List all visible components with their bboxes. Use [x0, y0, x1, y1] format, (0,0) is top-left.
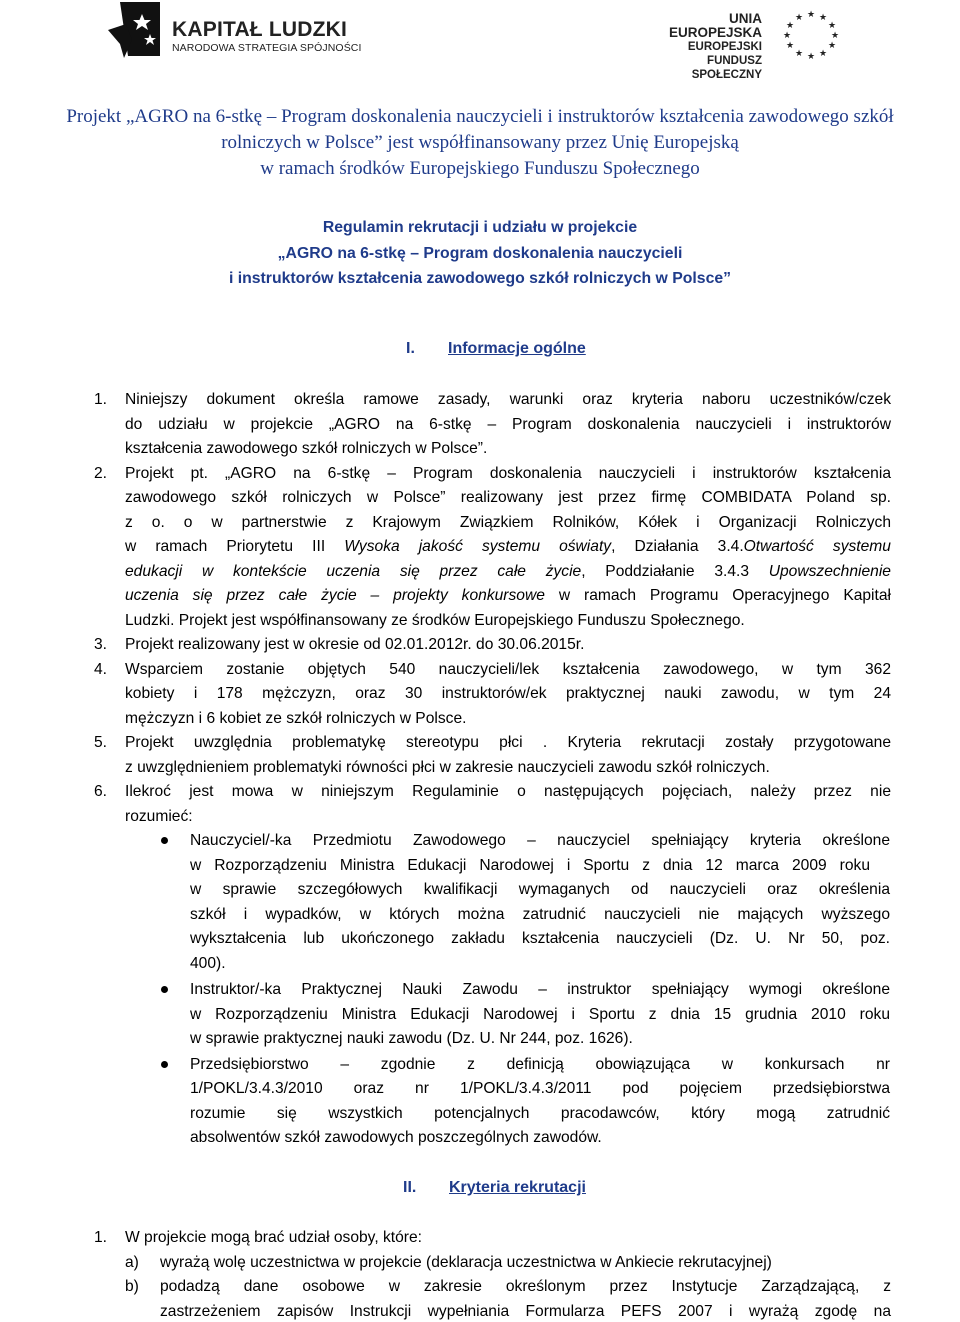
bullet-line: szkół i wypadków, w których można zatrudnić nauczycieli nie mających wyższego: [190, 906, 890, 923]
svg-text:★: ★: [827, 21, 837, 31]
paragraph-line: Projekt pt. „AGRO na 6-stkę – Program doskonalenia nauczycieli i instruktorów kształcenia: [125, 465, 891, 482]
paragraph-line: wyrażą wolę uczestnictwa w projekcie (deklaracja uczestnictwa w Ankiecie rekrutacyjnej): [160, 1254, 772, 1271]
text-span: , Poddziałanie 3.4.3: [581, 563, 769, 580]
paragraph-line: mężczyzn i 6 kobiet ze szkół rolniczych w Polsce.: [125, 710, 467, 727]
paragraph-line: [125, 584, 891, 609]
paragraph-line: Niniejszy dokument określa ramowe zasady, warunki oraz kryteria naboru uczestników/czek: [125, 391, 891, 408]
kapital-ludzki-emblem-icon: [106, 0, 168, 62]
item-number: 4.: [94, 661, 108, 678]
item-letter: a): [125, 1254, 139, 1271]
paragraph-line: kobiety i 178 mężczyzn, oraz 30 instruktorów/ek praktycznej nauki zawodu, w tym 24: [125, 685, 891, 702]
bullet-line: Instruktor/-ka Praktycznej Nauki Zawodu – instruktor spełniający wymogi określone: [190, 981, 890, 998]
section-number: I.: [406, 340, 415, 357]
eu-logo-text: [640, 12, 762, 82]
bullet-line: 400).: [190, 955, 226, 972]
paragraph-line: rozumieć:: [125, 808, 193, 825]
bullet-line: rozumie się wszystkich potencjalnych pracodawców, który mogą zatrudnić: [190, 1105, 890, 1122]
paragraph-line: podadzą dane osobowe w zakresie określonym przez Instytucje Zarządzającą, z: [160, 1278, 891, 1295]
text-span: , Działania 3.4.: [611, 538, 744, 555]
item-letter: b): [125, 1278, 139, 1295]
italic-text: Otwartość systemu: [743, 538, 891, 555]
paragraph-line: Wsparciem zostanie objętych 540 nauczycieli/lek kształcenia zawodowego, w tym 362: [125, 661, 891, 678]
svg-text:★: ★: [782, 31, 792, 41]
bullet-line: Nauczyciel/-ka Przedmiotu Zawodowego – nauczyciel spełniający kryteria określone: [190, 832, 890, 849]
kapital-ludzki-logo: [106, 0, 366, 64]
bullet-line: 1/POKL/3.4.3/2010 oraz nr 1/POKL/3.4.3/2011 pod pojęciem przedsiębiorstwa: [190, 1080, 890, 1097]
logo-title: KAPITAŁ LUDZKI: [172, 18, 348, 41]
item-number: 6.: [94, 783, 108, 800]
svg-text:★: ★: [806, 10, 816, 20]
italic-text: Upowszechnienie: [768, 563, 891, 580]
intro-line: w ramach środków Europejskiego Funduszu Społecznego: [260, 158, 700, 179]
eu-logo-line2: EUROPEJSKI: [687, 41, 762, 53]
italic-text: Wysoka jakość systemu oświaty: [344, 538, 612, 555]
svg-text:★: ★: [794, 13, 804, 23]
paragraph-line: Projekt realizowany jest w okresie od 02.01.2012r. do 30.06.2015r.: [125, 636, 585, 653]
paragraph-line: [125, 535, 891, 560]
regulation-title: [0, 215, 960, 292]
bullet-line: wykształcenia lub ukończonego zakładu kształcenia nauczycieli (Dz. U. Nr 50, poz.: [190, 930, 890, 947]
paragraph-line: [125, 560, 891, 585]
eu-logo-line3: FUNDUSZ SPOŁECZNY: [691, 55, 762, 81]
bullet-line: Przedsiębiorstwo – zgodnie z definicją obowiązująca w konkursach nr: [190, 1056, 890, 1073]
bullet-line: w sprawie szczegółowych kwalifikacji wymaganych od nauczycieli oraz określenia: [190, 881, 890, 898]
svg-text:★: ★: [785, 41, 795, 51]
paragraph-line: zastrzeżeniem zapisów Instrukcji wypełniania Formularza PEFS 2007 i wyrażą zgodę na: [160, 1303, 891, 1320]
regulation-title-line: Regulamin rekrutacji i udziału w projekcie: [322, 219, 638, 236]
italic-text: edukacji w kontekście uczenia się przez całe życie: [125, 563, 582, 580]
bullet-line: w Rozporządzeniu Ministra Edukacji Narodowej i Sportu z dnia 12 marca 2009 roku: [190, 857, 870, 874]
item-number: 1.: [94, 391, 108, 408]
paragraph-line: W projekcie mogą brać udział osoby, które:: [125, 1229, 422, 1246]
paragraph-line: Ludzki. Projekt jest współfinansowany ze środków Europejskiego Funduszu Społecznego.: [125, 612, 745, 629]
bullet-icon: [161, 837, 168, 844]
bullet-line: w sprawie praktycznej nauki zawodu (Dz. U. Nr 244, poz. 1626).: [190, 1030, 633, 1047]
eu-stars-icon: [776, 8, 846, 62]
intro-line: Projekt „AGRO na 6-stkę – Program doskonalenia nauczycieli i instruktorów kształcenia zawodowego szkół: [66, 106, 894, 127]
svg-text:★: ★: [818, 49, 828, 59]
bullet-icon: [161, 1061, 168, 1068]
paragraph-line: z o. o w partnerstwie z Krajowym Związkiem Rolników, Kółek i Organizacji Rolniczych: [125, 514, 891, 531]
svg-text:★: ★: [785, 21, 795, 31]
svg-text:★: ★: [830, 31, 840, 41]
paragraph-line: zawodowego szkół rolniczych w Polsce” realizowany jest przez firmę COMBIDATA Poland sp.: [125, 489, 891, 506]
logo-subtitle: NARODOWA STRATEGIA SPÓJNOŚCI: [172, 42, 362, 54]
text-span: w ramach Programu Operacyjnego Kapitał: [544, 587, 891, 604]
item-number: 1.: [94, 1229, 108, 1246]
section-heading-1: [406, 340, 586, 358]
paragraph-line: Ilekroć jest mowa w niniejszym Regulaminie o następujących pojęciach, należy przez nie: [125, 783, 891, 800]
paragraph-line: kształcenia zawodowego szkół rolniczych w Polsce”.: [125, 440, 488, 457]
bullet-icon: [161, 986, 168, 993]
paragraph-line: Projekt uwzględnia problematykę stereotypu płci . Kryteria rekrutacji zostały przygotowane: [125, 734, 891, 751]
item-number: 5.: [94, 734, 108, 751]
paragraph-line: z uwzględnieniem problematyki równości płci w zakresie nauczycieli zawodu szkół rolniczych.: [125, 759, 770, 776]
section-title: Informacje ogólne: [448, 340, 586, 357]
svg-text:★: ★: [827, 41, 837, 51]
eu-logo: [640, 8, 960, 81]
svg-text:★: ★: [818, 13, 828, 23]
italic-text: uczenia się przez całe życie – projekty konkursowe: [125, 587, 545, 604]
text-span: w ramach Priorytetu III: [125, 538, 345, 555]
intro-statement: [0, 104, 960, 182]
eu-logo-line1: UNIA EUROPEJSKA: [668, 11, 762, 40]
svg-text:★: ★: [806, 52, 816, 62]
section-title: Kryteria rekrutacji: [449, 1179, 586, 1196]
intro-line: rolniczych w Polsce” jest współfinansowany przez Unię Europejską: [221, 132, 739, 153]
bullet-line: w Rozporządzeniu Ministra Edukacji Narodowej i Sportu z dnia 15 grudnia 2010 roku: [190, 1006, 890, 1023]
section-number: II.: [403, 1179, 417, 1196]
regulation-title-line: i instruktorów kształcenia zawodowego szkół rolniczych w Polsce”: [228, 270, 732, 287]
section-heading-2: [403, 1179, 586, 1197]
paragraph-line: do udziału w projekcie „AGRO na 6-stkę – Program doskonalenia nauczycieli i instruktorów: [125, 416, 891, 433]
item-number: 2.: [94, 465, 108, 482]
regulation-title-line: „AGRO na 6-stkę – Program doskonalenia nauczycieli: [277, 244, 683, 262]
item-number: 3.: [94, 636, 108, 653]
bullet-line: absolwentów szkół zawodowych poszczególnych zawodów.: [190, 1129, 602, 1146]
svg-text:★: ★: [794, 49, 804, 59]
